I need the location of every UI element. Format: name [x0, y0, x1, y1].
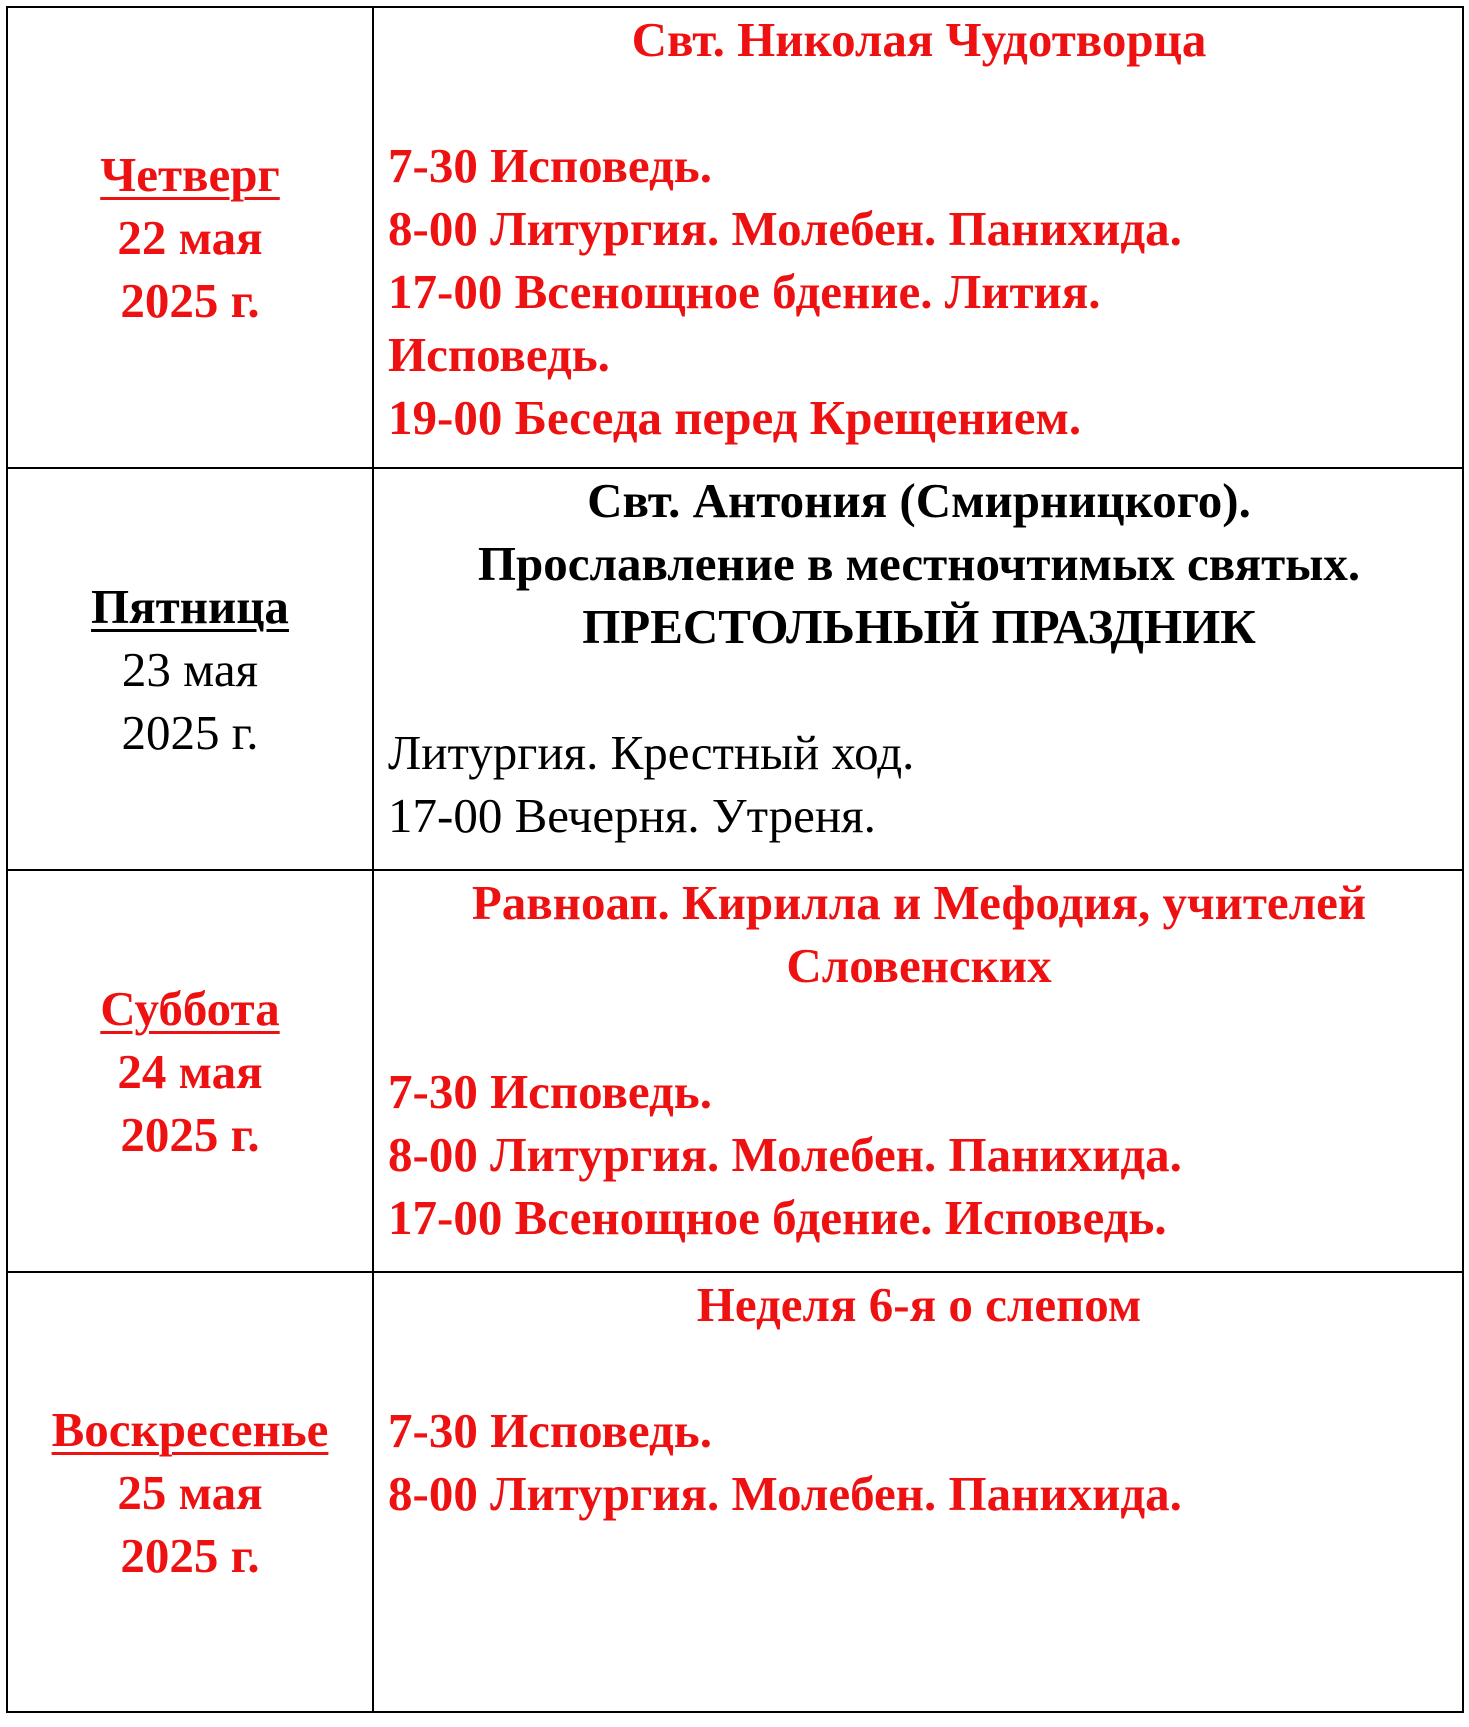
day-year: 2025 г.	[121, 704, 259, 760]
day-year: 2025 г.	[120, 1527, 260, 1583]
service-item: Исповедь.	[388, 327, 610, 382]
service-item: 17-00 Всенощное бдение. Исповедь.	[388, 1190, 1167, 1245]
service-item: 7-30 Исповедь.	[388, 1064, 712, 1119]
feast-title: Свт. Николая Чудотворца	[631, 12, 1207, 67]
day-date: 23 мая	[121, 641, 259, 697]
feast-title: Свт. Антония (Смирницкого).	[587, 473, 1251, 528]
feast-title: Словенских	[786, 938, 1052, 993]
day-cell	[7, 1272, 373, 1712]
schedule-row-sunday	[7, 1272, 1463, 1712]
day-date: 22 мая	[117, 210, 263, 265]
service-cell	[373, 468, 1463, 870]
feast-title: Неделя 6-я о слепом	[696, 1277, 1142, 1332]
service-cell	[373, 7, 1463, 468]
schedule-row-saturday	[7, 870, 1463, 1272]
service-item: 7-30 Исповедь.	[388, 1403, 712, 1458]
day-year: 2025 г.	[120, 273, 260, 328]
schedule-table	[6, 6, 1464, 1713]
day-name: Пятница	[91, 578, 289, 634]
day-name: Суббота	[100, 980, 280, 1036]
day-date: 24 мая	[117, 1043, 263, 1099]
service-item: 17-00 Вечерня. Утреня.	[388, 788, 876, 843]
schedule-row-thursday	[7, 7, 1463, 468]
feast-title: ПРЕСТОЛЬНЫЙ ПРАЗДНИК	[582, 599, 1256, 654]
day-name: Четверг	[100, 147, 280, 202]
service-item: 8-00 Литургия. Молебен. Панихида.	[388, 1466, 1182, 1521]
day-cell	[7, 870, 373, 1272]
schedule-row-friday	[7, 468, 1463, 870]
service-item: 17-00 Всенощное бдение. Лития.	[388, 264, 1101, 319]
service-cell	[373, 1272, 1463, 1712]
feast-title: Прославление в местночтимых святых.	[477, 536, 1361, 591]
day-cell	[7, 468, 373, 870]
day-cell	[7, 7, 373, 468]
service-item: 19-00 Беседа перед Крещением.	[388, 390, 1082, 445]
service-item: 8-00 Литургия. Молебен. Панихида.	[388, 1127, 1182, 1182]
service-item: 7-30 Исповедь.	[388, 138, 712, 193]
day-name: Воскресенье	[51, 1401, 329, 1457]
feast-title: Равноап. Кирилла и Мефодия, учителей	[471, 875, 1367, 930]
service-cell	[373, 870, 1463, 1272]
service-item: Литургия. Крестный ход.	[388, 725, 915, 780]
day-date: 25 мая	[117, 1464, 263, 1520]
day-year: 2025 г.	[120, 1106, 260, 1162]
service-item: 8-00 Литургия. Молебен. Панихида.	[388, 201, 1182, 256]
